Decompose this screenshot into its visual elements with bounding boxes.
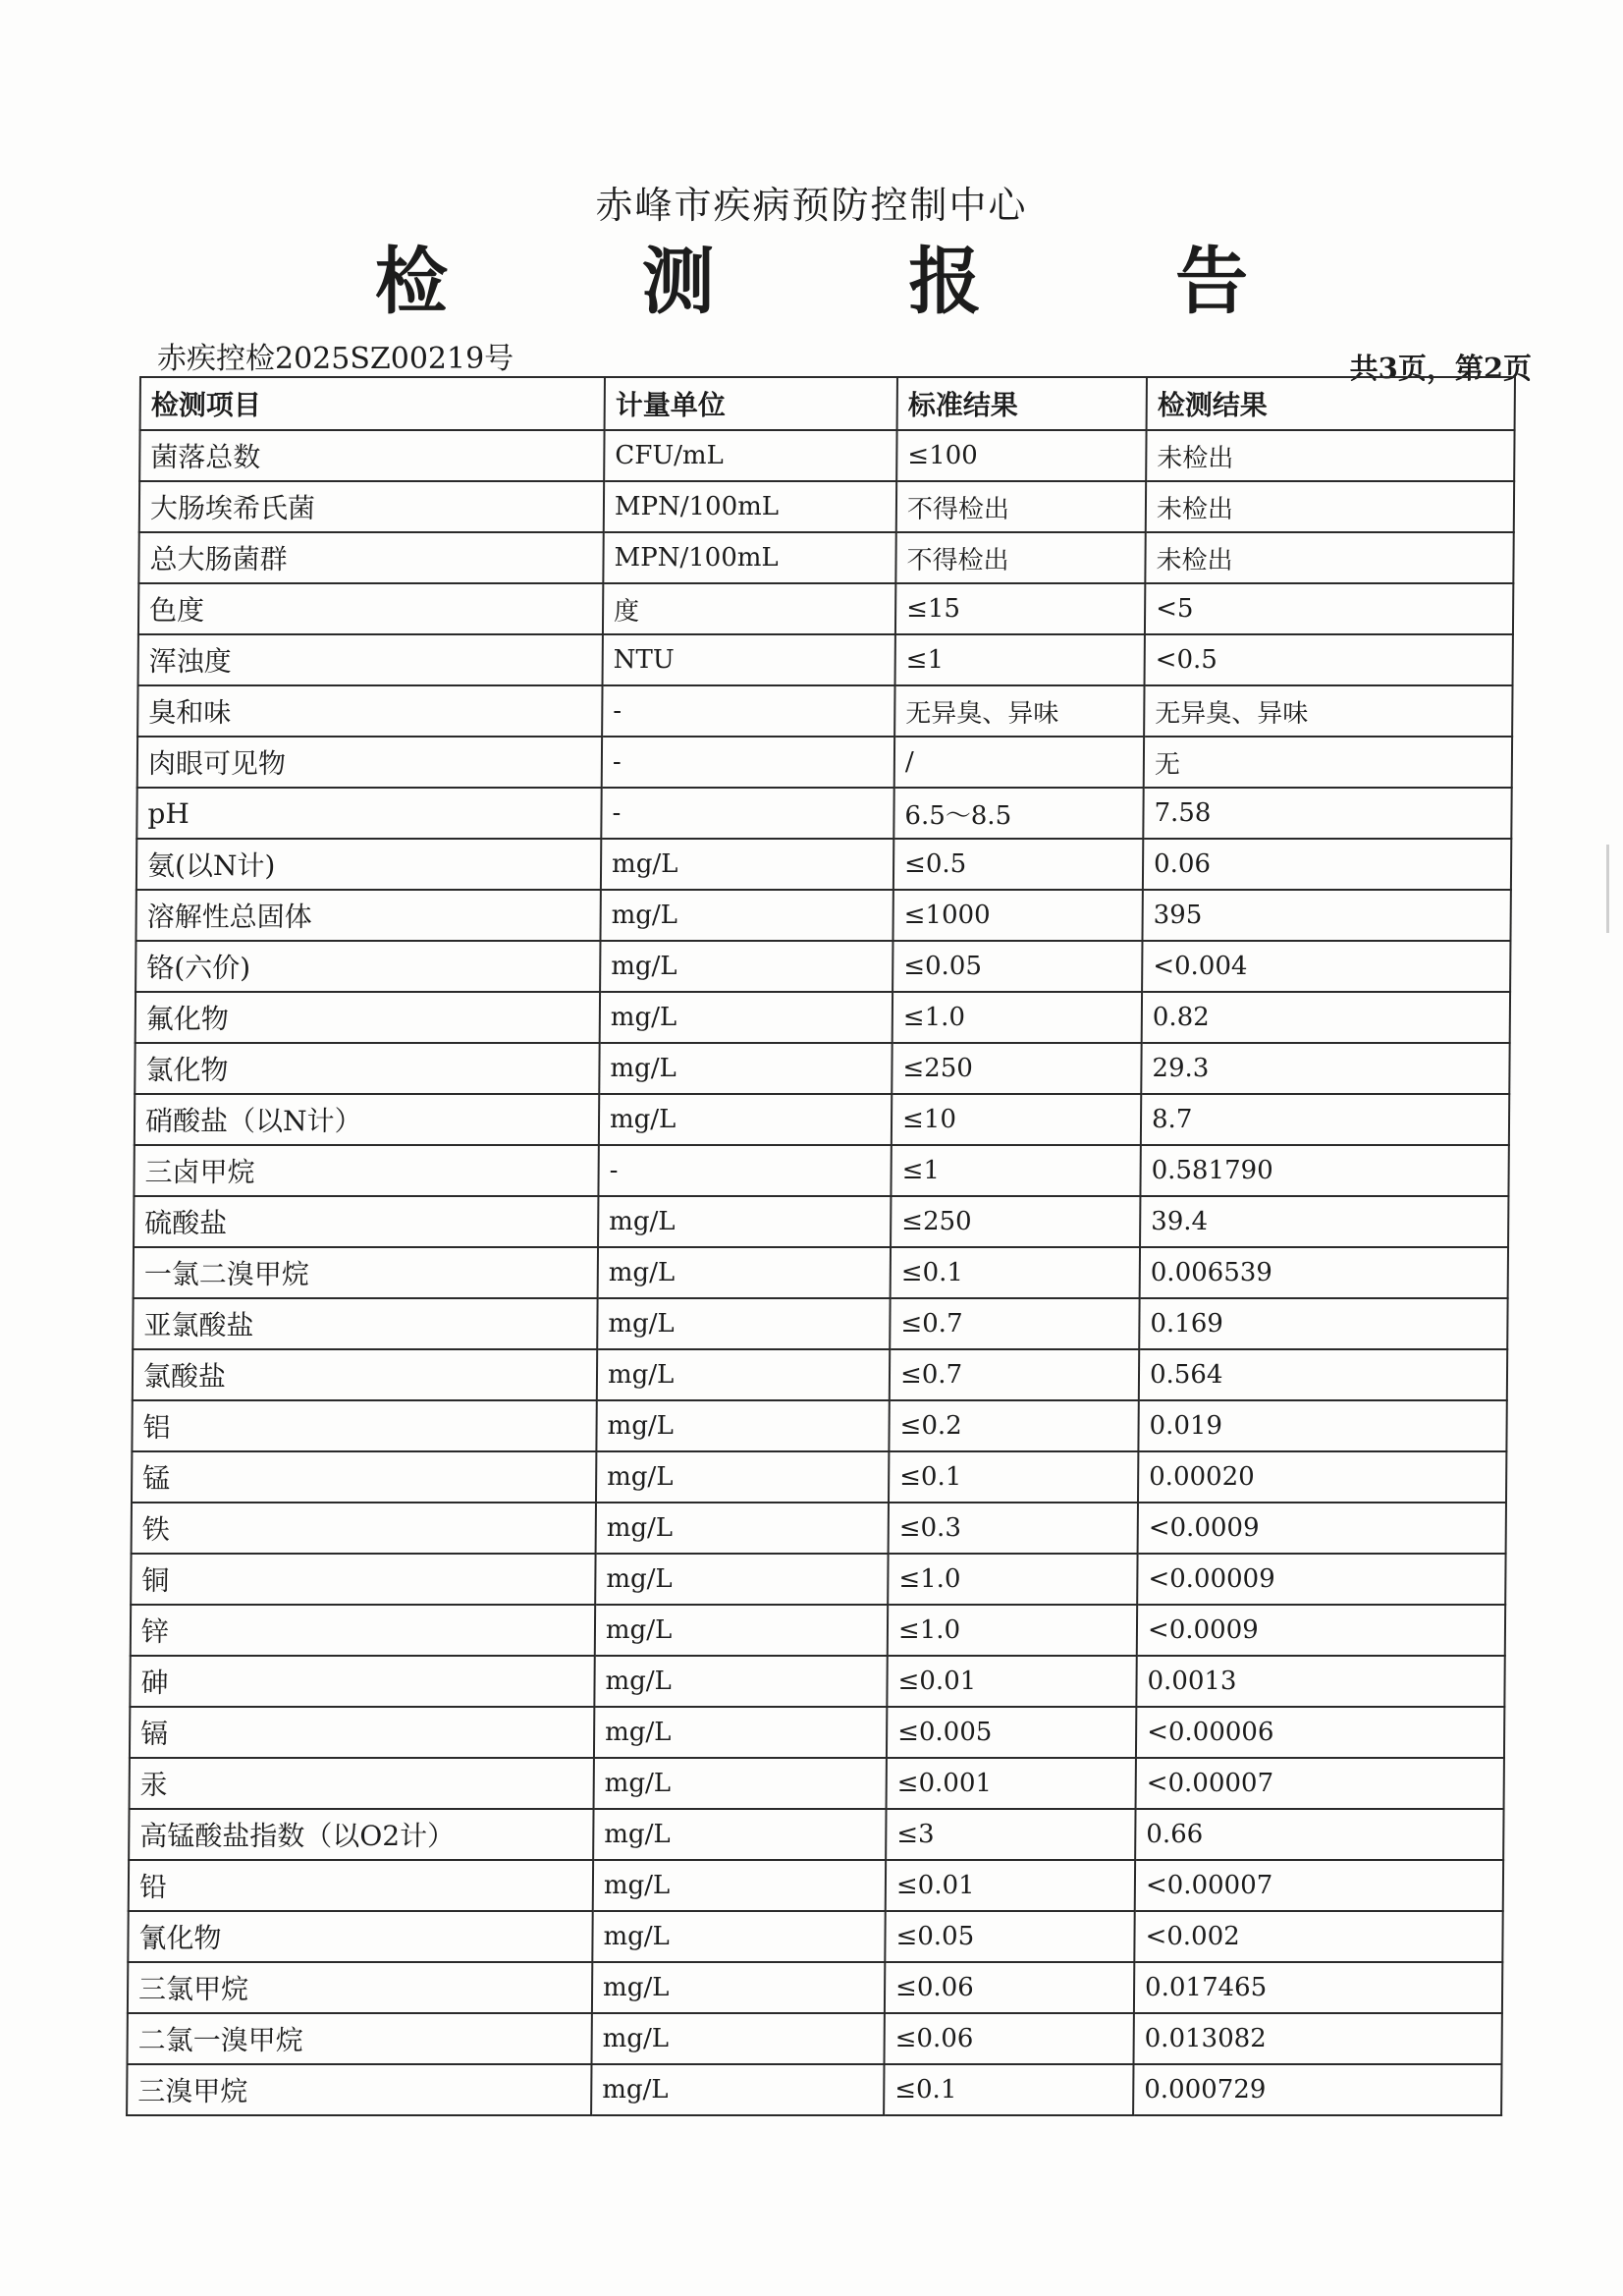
item-cell: 氯化物 [135,1043,599,1094]
unit-cell: mg/L [591,2013,884,2064]
result-cell: 0.017465 [1134,1962,1502,2013]
result-cell: <0.00007 [1136,1758,1504,1809]
item-cell: 三卤甲烷 [134,1145,598,1196]
table-row [136,839,1511,890]
result-cell: 0.013082 [1133,2013,1501,2064]
unit-cell: mg/L [601,839,893,890]
table-row [135,1043,1509,1094]
item-cell: 二氯一溴甲烷 [127,2013,591,2064]
standard-cell: ≤1000 [893,890,1142,941]
unit-cell: mg/L [597,1349,890,1400]
item-cell: 镉 [130,1707,594,1758]
standard-cell: 不得检出 [895,532,1145,583]
result-cell: 0.169 [1139,1298,1507,1349]
unit-cell: mg/L [596,1400,889,1451]
standard-cell: ≤0.5 [893,839,1143,890]
column-header-unit: 计量单位 [605,377,897,430]
unit-cell: mg/L [596,1503,889,1554]
standard-cell: ≤0.06 [885,1962,1134,2013]
table-row [131,1554,1505,1605]
report-number: 赤疾控检2025SZ00219号 [157,342,514,376]
result-cell: <0.00007 [1135,1860,1503,1911]
item-cell: 氰化物 [128,1911,592,1962]
result-cell: 8.7 [1141,1094,1509,1145]
scan-mark [1606,845,1609,933]
table-row [130,1758,1504,1809]
unit-cell: mg/L [600,992,893,1043]
unit-cell: mg/L [594,1707,887,1758]
standard-cell: / [894,737,1144,788]
item-cell: pH [136,788,601,839]
unit-cell: mg/L [597,1298,890,1349]
item-cell: 铁 [132,1503,596,1554]
table-row [128,1962,1502,2013]
table-row [134,1145,1508,1196]
result-cell: 0.06 [1143,839,1511,890]
column-header-standard: 标准结果 [897,377,1147,430]
item-cell: 一氯二溴甲烷 [134,1247,598,1298]
table-row [129,1809,1503,1860]
result-cell: 395 [1142,890,1510,941]
standard-cell: ≤1.0 [893,992,1142,1043]
standard-cell: ≤0.7 [890,1298,1139,1349]
item-cell: 溶解性总固体 [135,890,600,941]
table-row [137,685,1512,737]
table-row [131,1605,1505,1656]
report-title: 检 测 报 告 [374,240,1333,324]
standard-cell: ≤0.1 [889,1451,1138,1503]
unit-cell: mg/L [595,1554,888,1605]
table-row [135,890,1510,941]
result-cell: <0.5 [1145,634,1513,685]
standard-cell: ≤0.05 [885,1911,1134,1962]
standard-cell: ≤250 [891,1196,1140,1247]
standard-cell: ≤0.1 [884,2064,1133,2115]
table-row [136,788,1511,839]
column-header-result: 检测结果 [1147,377,1515,430]
result-cell: 0.006539 [1140,1247,1508,1298]
table-row [132,1451,1506,1503]
organization-name: 赤峰市疾病预防控制中心 [595,184,1028,227]
table-row [129,1860,1503,1911]
unit-cell: - [598,1145,891,1196]
unit-cell: mg/L [593,1860,886,1911]
table-row [138,532,1513,583]
table-row [132,1503,1506,1554]
item-cell: 亚氯酸盐 [133,1298,597,1349]
table-row [139,481,1514,532]
item-cell: 肉眼可见物 [137,737,602,788]
item-cell: 汞 [130,1758,594,1809]
standard-cell: ≤10 [892,1094,1141,1145]
unit-cell: mg/L [594,1758,887,1809]
item-cell: 铅 [129,1860,593,1911]
unit-cell: mg/L [598,1247,891,1298]
item-cell: 臭和味 [137,685,602,737]
standard-cell: ≤3 [886,1809,1135,1860]
standard-cell: ≤0.3 [889,1503,1138,1554]
item-cell: 菌落总数 [139,430,604,481]
result-cell: 0.564 [1139,1349,1507,1400]
table-row [127,2013,1501,2064]
result-cell: 0.00020 [1138,1451,1506,1503]
unit-cell: mg/L [599,1043,892,1094]
result-cell: 未检出 [1146,481,1514,532]
item-cell: 硫酸盐 [134,1196,598,1247]
result-cell: <0.0009 [1138,1503,1506,1554]
standard-cell: ≤250 [892,1043,1141,1094]
result-cell: 0.66 [1135,1809,1503,1860]
unit-cell: MPN/100mL [603,532,895,583]
unit-cell: CFU/mL [604,430,896,481]
result-cell: 0.000729 [1133,2064,1501,2115]
result-cell: 0.0013 [1136,1656,1504,1707]
item-cell: 砷 [130,1656,594,1707]
item-cell: 锰 [132,1451,596,1503]
table-row [127,2064,1501,2115]
unit-cell: MPN/100mL [604,481,896,532]
item-cell: 氯酸盐 [133,1349,597,1400]
result-cell: <0.004 [1142,941,1510,992]
item-cell: 色度 [138,583,603,634]
result-cell: <0.00009 [1137,1554,1505,1605]
result-cell: <0.002 [1134,1911,1502,1962]
standard-cell: ≤0.2 [889,1400,1138,1451]
standard-cell: 不得检出 [896,481,1146,532]
standard-cell: ≤15 [895,583,1145,634]
item-cell: 氨(以N计) [136,839,601,890]
unit-cell: mg/L [594,1656,887,1707]
item-cell: 铝 [132,1400,596,1451]
result-cell: 无 [1144,737,1512,788]
item-cell: 三溴甲烷 [127,2064,591,2115]
result-cell: 0.581790 [1140,1145,1508,1196]
result-cell: 未检出 [1145,532,1513,583]
standard-cell: ≤0.06 [884,2013,1133,2064]
table-row [132,1400,1506,1451]
unit-cell: - [602,737,894,788]
table-row [135,941,1510,992]
standard-cell: ≤0.7 [890,1349,1139,1400]
item-cell: 三氯甲烷 [128,1962,592,2013]
unit-cell: mg/L [600,941,893,992]
table-header-row [140,377,1515,430]
standard-cell: ≤0.01 [887,1656,1136,1707]
item-cell: 浑浊度 [138,634,603,685]
standard-cell: 6.5～8.5 [893,788,1143,839]
table-row [128,1911,1502,1962]
standard-cell: ≤0.01 [886,1860,1135,1911]
table-row [139,430,1514,481]
unit-cell: mg/L [592,1962,885,2013]
table-row [135,992,1510,1043]
table-row [130,1656,1504,1707]
standard-cell: ≤1.0 [888,1605,1137,1656]
table-row [134,1196,1508,1247]
standard-cell: ≤0.001 [887,1758,1136,1809]
page-indicator: 共3页，第2页 [1349,352,1532,385]
table-row [133,1349,1507,1400]
table-row [133,1298,1507,1349]
standard-cell: ≤0.005 [887,1707,1136,1758]
table-row [137,737,1512,788]
item-cell: 铬(六价) [135,941,600,992]
standard-cell: 无异臭、异味 [894,685,1144,737]
table-row [138,634,1513,685]
result-cell: <0.00006 [1136,1707,1504,1758]
table-row [138,583,1513,634]
unit-cell: mg/L [592,1911,885,1962]
unit-cell: mg/L [591,2064,884,2115]
item-cell: 锌 [131,1605,595,1656]
result-cell: 0.019 [1138,1400,1506,1451]
result-cell: 7.58 [1143,788,1511,839]
unit-cell: mg/L [600,890,893,941]
item-cell: 总大肠菌群 [138,532,603,583]
unit-cell: - [602,685,894,737]
standard-cell: ≤100 [896,430,1146,481]
unit-cell: mg/L [596,1451,889,1503]
unit-cell: mg/L [599,1094,892,1145]
standard-cell: ≤1.0 [888,1554,1137,1605]
unit-cell: mg/L [593,1809,886,1860]
item-cell: 硝酸盐（以N计） [135,1094,599,1145]
item-cell: 大肠埃希氏菌 [139,481,604,532]
result-cell: 39.4 [1140,1196,1508,1247]
column-header-item: 检测项目 [140,377,605,430]
item-cell: 氟化物 [135,992,600,1043]
standard-cell: ≤0.05 [893,941,1142,992]
result-cell: 无异臭、异味 [1144,685,1512,737]
item-cell: 铜 [131,1554,595,1605]
unit-cell: mg/L [598,1196,891,1247]
result-cell: <0.0009 [1137,1605,1505,1656]
standard-cell: ≤0.1 [891,1247,1140,1298]
result-cell: 未检出 [1146,430,1514,481]
item-cell: 高锰酸盐指数（以O2计） [129,1809,593,1860]
unit-cell: 度 [603,583,895,634]
table-row [130,1707,1504,1758]
table-row [135,1094,1509,1145]
result-cell: 29.3 [1141,1043,1509,1094]
standard-cell: ≤1 [895,634,1145,685]
unit-cell: mg/L [595,1605,888,1656]
result-cell: 0.82 [1142,992,1510,1043]
standard-cell: ≤1 [891,1145,1140,1196]
result-cell: <5 [1145,583,1513,634]
results-table [126,376,1516,2116]
table-row [134,1247,1508,1298]
unit-cell: - [601,788,893,839]
unit-cell: NTU [603,634,895,685]
